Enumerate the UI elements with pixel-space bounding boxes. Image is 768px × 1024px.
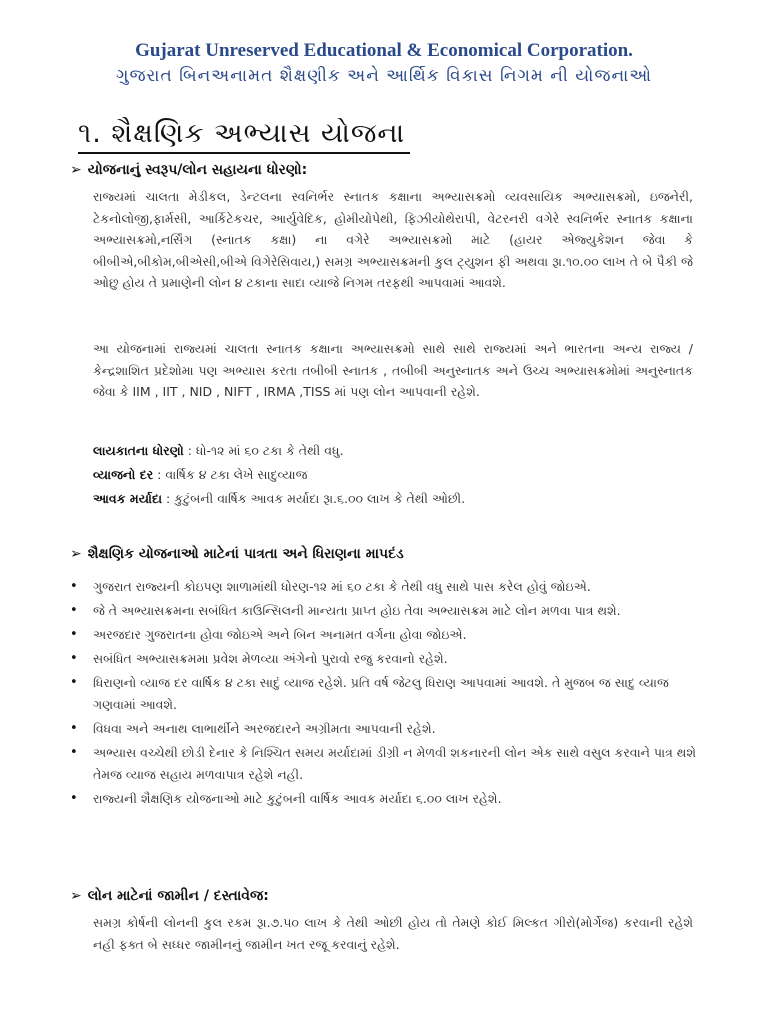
arrow-bullet-icon: ➢ [70, 162, 82, 178]
eligibility-value: : ધો-૧૨ માં ૬૦ ટકા કે તેથી વધુ. [183, 443, 344, 458]
eligibility-label: લાયકાતના ધોરણો [93, 443, 184, 458]
income-value: : કુટુંબની વાર્ષિક આવક મર્યાદા રૂા.૬.૦૦ લાખ કે તેથી ઓછી. [162, 491, 466, 506]
arrow-bullet-icon: ➢ [70, 546, 82, 562]
title-underline [78, 152, 410, 154]
list-item: • રાજ્યની શૈક્ષણિક યોજનાઓ માટે કુટુંબની વાર્ષિક આવક મર્યાદા ૬.૦૦ લાખ રહેશે. [70, 788, 710, 810]
eligibility-row [93, 443, 343, 459]
section1-heading [70, 162, 307, 178]
interest-label: વ્યાજનો દર [93, 467, 154, 482]
list-item: • અભ્યાસ વચ્ચેથી છોડી દેનાર કે નિશ્ચિત સમય મર્યાદામાં ડીગ્રી ન મેળવી શકનારની લોન એક સાથે વસુલ કરવાને પાત્ર થશે તેમજ વ્યાજ સહાય મળવાપાત્ર રહેશે નહી. [70, 742, 710, 786]
list-item: • સબંધિત અભ્યાસક્રમમા પ્રવેશ મેળવ્યા અંગેનો પુરાવો રજુ કરવાનો રહેશે. [70, 648, 710, 670]
list-item: • ધિરાણનો વ્યાજ દર વાર્ષિક ૪ ટકા સાદું વ્યાજ રહેશે. પ્રતિ વર્ષ જેટલુ ધિરાણ આપવામાં આવશે. તે મુજબ જ સાદુ વ્યાજ ગણવામાં આવશે. [70, 672, 710, 716]
header-title-english: Gujarat Unreserved Educational & Economical Corporation. [135, 40, 633, 61]
list-item: • વિધવા અને અનાથ લાભાર્થીને અરજદારને અગ્રીમતા આપવાની રહેશે. [70, 718, 710, 740]
income-row [93, 491, 465, 507]
section3-paragraph: સમગ્ર કોર્ષની લોનની કુલ રકમ રૂા.૭.૫૦ લાખ કે તેથી ઓછી હોય તો તેમણે કોઈ મિલ્કત ગીરો(મોર્ગેજ) કરવાની રહેશે નહી ફક્ત બે સધ્ધર જામીનનું જામીન ખત રજૂ કરવાનું રહેશે. [93, 915, 693, 952]
list-item: • ગુજરાત રાજ્યની કોઇપણ શાળામાંથી ધોરણ-૧૨ માં ૬૦ ટકા કે તેથી વધુ સાથે પાસ કરેલ હોવું જોઇએ. [70, 576, 710, 598]
income-label: આવક મર્યાદા [93, 491, 163, 506]
section1-paragraph-2: આ યોજનામાં રાજ્યમાં ચાલતા સ્નાતક કક્ષાના અભ્યાસક્રમો સાથે સાથે રાજ્યમાં અને ભારતના અન્ય રાજ્ય / કેન્દ્રશાશિત પ્રદેશોમા પણ અભ્યાસ કરતા તબીબી સ્નાતક , તબીબી અનુસ્નાતક અને ઉચ્ચ અભ્યાસક્રમોમાં અનુસ્નાતક જેવા કે IIM , IIT , NID , NIFT , IRMA ,TISS માં પણ લોન આપવાની રહેશે. [93, 341, 693, 399]
arrow-bullet-icon: ➢ [70, 888, 82, 904]
section1-heading-text: યોજનાનું સ્વરૂપ/લોન સહાયના ધોરણો: [87, 162, 308, 178]
section3-heading [70, 888, 269, 904]
section2-heading-text: શૈક્ષણિક યોજનાઓ માટેનાં પાત્રતા અને ધિરાણના માપદંડ [87, 546, 404, 562]
section2-heading [70, 546, 404, 562]
scheme-title: ૧. શૈક્ષણિક અભ્યાસ યોજના [78, 118, 406, 149]
interest-row [93, 467, 307, 483]
list-item: • જે તે અભ્યાસક્રમના સબંધિત કાઉન્સિલની માન્યતા પ્રાપ્ત હોઇ તેવા અભ્યાસક્રમ માટે લોન મળવા પાત્ર થશે. [70, 600, 710, 622]
interest-value: : વાર્ષિક ૪ ટકા લેખે સાદુવ્યાજ [153, 467, 308, 482]
section3-heading-text: લોન માટેનાં જામીન / દસ્તાવેજ: [87, 888, 269, 904]
section1-paragraph-1: રાજ્યમાં ચાલતા મેડીકલ, ડેન્ટલના સ્વનિર્ભર સ્નાતક કક્ષાના અભ્યાસક્રમો વ્યવસાયિક અભ્યાસક્રમો, ઇજનેરી, ટેકનોલોજી,ફાર્મસી, આર્કિટેકચર, આર્યુવેદિક, હોમીયોપેથી, ફિઝીયોથેરાપી, વેટરનરી વગેરે સ્વનિર્ભર સ્નાતક કક્ષાના અભ્યાસક્રમો,નર્સિંગ (સ્નાતક કક્ષા) ના વગેરે અભ્યાસક્રમો માટે (હાયર એજ્યુકેશન જેવા કે બીબીએ,બીકોમ,બીએસી,બીએ વિગેરેસિવાય,) સમગ્ર અભ્યાસક્રમની કુલ ટ્યુશન ફી અથવા રૂા.૧૦.૦૦ લાખ તે બે પૈકી જે ઓછુ હોય તે પ્રમાણેની લોન ૪ ટકાના સાદા વ્યાજે નિગમ તરફથી આપવામાં આવશે. [93, 189, 693, 290]
list-item: • અરજદાર ગુજરાતના હોવા જોઇએ અને બિન અનામત વર્ગના હોવા જોઇએ. [70, 624, 710, 646]
eligibility-criteria-list [70, 576, 710, 812]
header-title-gujarati: ગુજરાત બિનઅનામત શૈક્ષણીક અને આર્થિક વિકાસ નિગમ ની યોજનાઓ [116, 66, 652, 86]
